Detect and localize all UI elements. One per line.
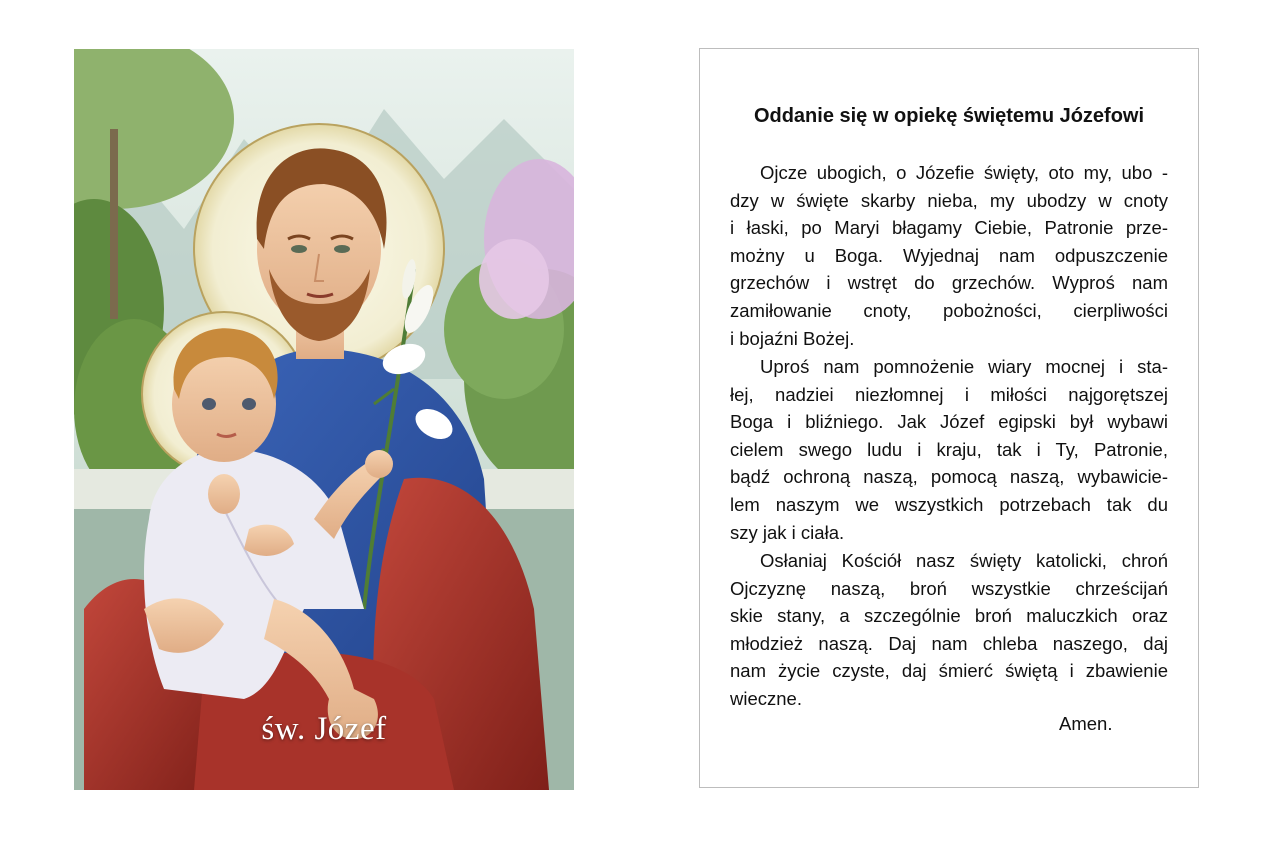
prayer-paragraph-1: [730, 159, 1168, 352]
prayer-line: łej, nadziei niezłomnej i miłości najgorętszej: [730, 383, 1168, 405]
holy-card-image: [74, 49, 574, 790]
prayer-card: [699, 48, 1199, 788]
image-caption: św. Józef: [261, 711, 387, 747]
prayer-line: cielem swego ludu i kraju, tak i Ty, Patronie,: [730, 438, 1168, 460]
prayer-line: zamiłowanie cnoty, pobożności, cierpliwości: [730, 299, 1168, 321]
saint-joseph-illustration: [74, 49, 574, 790]
prayer-line: szy jak i ciała.: [730, 521, 845, 543]
prayer-line: możny u Boga. Wyjednaj nam odpuszczenie: [730, 244, 1168, 266]
prayer-line: wieczne.: [730, 687, 802, 709]
prayer-line: Ojczyznę naszą, broń wszystkie chrześcijań: [730, 577, 1168, 599]
prayer-line: nam życie czyste, daj śmierć świętą i zbawienie: [730, 660, 1168, 682]
prayer-line: młodzież naszą. Daj nam chleba naszego, daj: [730, 632, 1168, 654]
prayer-line: skie stany, a szczególnie broń maluczkich oraz: [730, 605, 1168, 627]
prayer-line: grzechów i wstręt do grzechów. Wyproś nam: [730, 272, 1168, 294]
prayer-line: Osłaniaj Kościół nasz święty katolicki, chroń: [760, 550, 1168, 571]
prayer-line: lem naszym we wszystkich potrzebach tak du: [730, 493, 1168, 515]
prayer-line: dzy w święte skarby nieba, my ubodzy w cnoty: [730, 189, 1168, 211]
prayer-line: Boga i bliźniego. Jak Józef egipski był wybawi: [730, 411, 1168, 433]
prayer-paragraph-2: [730, 353, 1168, 546]
prayer-title: Oddanie się w opiekę świętemu Józefowi: [753, 105, 1145, 127]
prayer-line: Ojcze ubogich, o Józefie święty, oto my, ubo -: [760, 162, 1168, 183]
prayer-line: Uproś nam pomnożenie wiary mocnej i sta-: [760, 356, 1168, 377]
prayer-line: i łaski, po Maryi błagamy Ciebie, Patronie prze-: [730, 217, 1168, 239]
prayer-line: i bojaźni Bożej.: [730, 327, 855, 349]
prayer-closing: Amen.: [1059, 713, 1113, 734]
prayer-line: bądź ochroną naszą, pomocą naszą, wybawicie-: [730, 466, 1168, 488]
prayer-paragraph-3: [730, 547, 1168, 713]
